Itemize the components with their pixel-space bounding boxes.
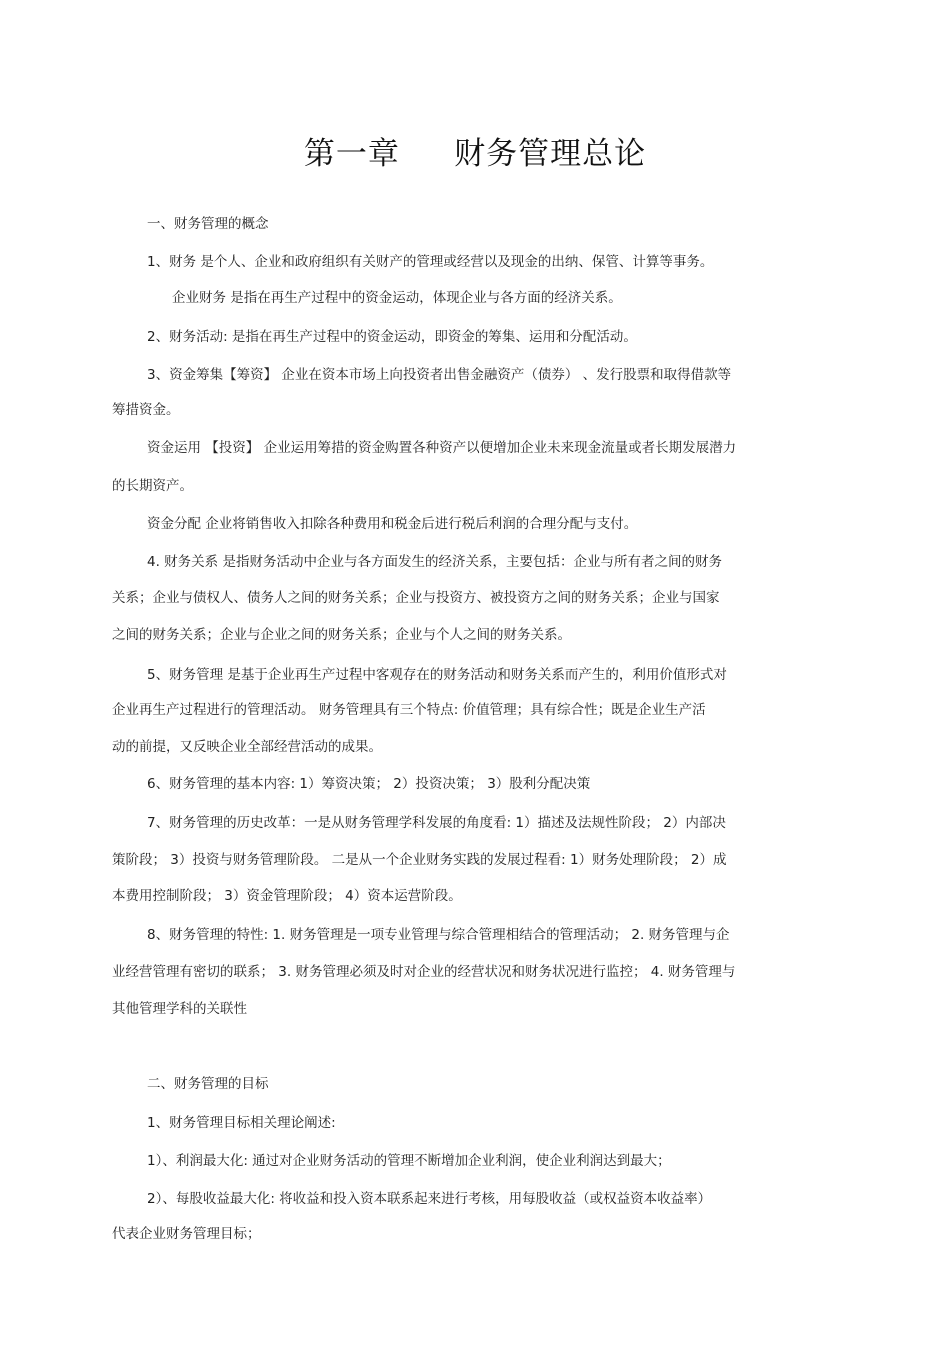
paragraph-line: 企业财务 是指在再生产过程中的资金运动，体现企业与各方面的经济关系。	[172, 290, 622, 306]
paragraph-line: 业经营管理有密切的联系； 3. 财务管理必须及时对企业的经营状况和财务状况进行监控； 4. 财务管理与	[112, 964, 736, 980]
paragraph-line: 1）、利润最大化: 通过对企业财务活动的管理不断增加企业利润，使企业利润达到最大；	[147, 1153, 671, 1169]
paragraph-line: 8、财务管理的特性: 1. 财务管理是一项专业管理与综合管理相结合的管理活动； 2. 财务管理与企	[147, 927, 730, 943]
paragraph-line: 企业再生产过程进行的管理活动。 财务管理具有三个特点: 价值管理；具有综合性；既是企业生产活	[112, 702, 706, 718]
paragraph-line: 关系；企业与债权人、债务人之间的财务关系；企业与投资方、被投资方之间的财务关系；企业与国家	[112, 590, 720, 606]
chapter-title: 第一章 财务管理总论	[303, 136, 647, 172]
section-heading: 二、财务管理的目标	[147, 1076, 269, 1092]
paragraph-line: 其他管理学科的关联性	[112, 1001, 247, 1017]
paragraph-line: 2）、每股收益最大化: 将收益和投入资本联系起来进行考核，用每股收益（或权益资本收益率）	[147, 1191, 712, 1207]
paragraph-line: 7、财务管理的历史改革：一是从财务管理学科发展的角度看: 1）描述及法规性阶段； 2）内部决	[147, 815, 726, 831]
paragraph-line: 1、财务 是个人、企业和政府组织有关财产的管理或经营以及现金的出纳、保管、计算等事务。	[147, 254, 714, 270]
paragraph-line: 资金运用 【投资】 企业运用筹措的资金购置各种资产以便增加企业未来现金流量或者长期发展潜力	[147, 440, 737, 456]
paragraph-line: 4. 财务关系 是指财务活动中企业与各方面发生的经济关系，主要包括：企业与所有者之间的财务	[147, 554, 722, 570]
paragraph-line: 1、财务管理目标相关理论阐述:	[147, 1115, 336, 1131]
paragraph-line: 3、资金筹集【筹资】 企业在资本市场上向投资者出售金融资产（债券） 、发行股票和取得借款等	[147, 367, 732, 383]
paragraph-line: 2、财务活动: 是指在再生产过程中的资金运动，即资金的筹集、运用和分配活动。	[147, 329, 637, 345]
paragraph-line: 的长期资产。	[112, 478, 193, 494]
paragraph-line: 策阶段； 3）投资与财务管理阶段。 二是从一个企业财务实践的发展过程看: 1）财务处理阶段； 2）成	[112, 852, 727, 868]
paragraph-line: 6、财务管理的基本内容: 1）筹资决策； 2）投资决策； 3）股利分配决策	[147, 776, 591, 792]
paragraph-line: 资金分配 企业将销售收入扣除各种费用和税金后进行税后利润的合理分配与支付。	[147, 516, 638, 532]
paragraph-line: 筹措资金。	[112, 402, 180, 418]
paragraph-line: 之间的财务关系；企业与企业之间的财务关系；企业与个人之间的财务关系。	[112, 627, 571, 643]
paragraph-line: 5、财务管理 是基于企业再生产过程中客观存在的财务活动和财务关系而产生的，利用价值形式对	[147, 667, 727, 683]
paragraph-line: 动的前提，又反映企业全部经营活动的成果。	[112, 739, 382, 755]
section-heading: 一、财务管理的概念	[147, 216, 269, 232]
paragraph-line: 代表企业财务管理目标；	[112, 1226, 261, 1242]
paragraph-line: 本费用控制阶段； 3）资金管理阶段； 4）资本运营阶段。	[112, 888, 462, 904]
